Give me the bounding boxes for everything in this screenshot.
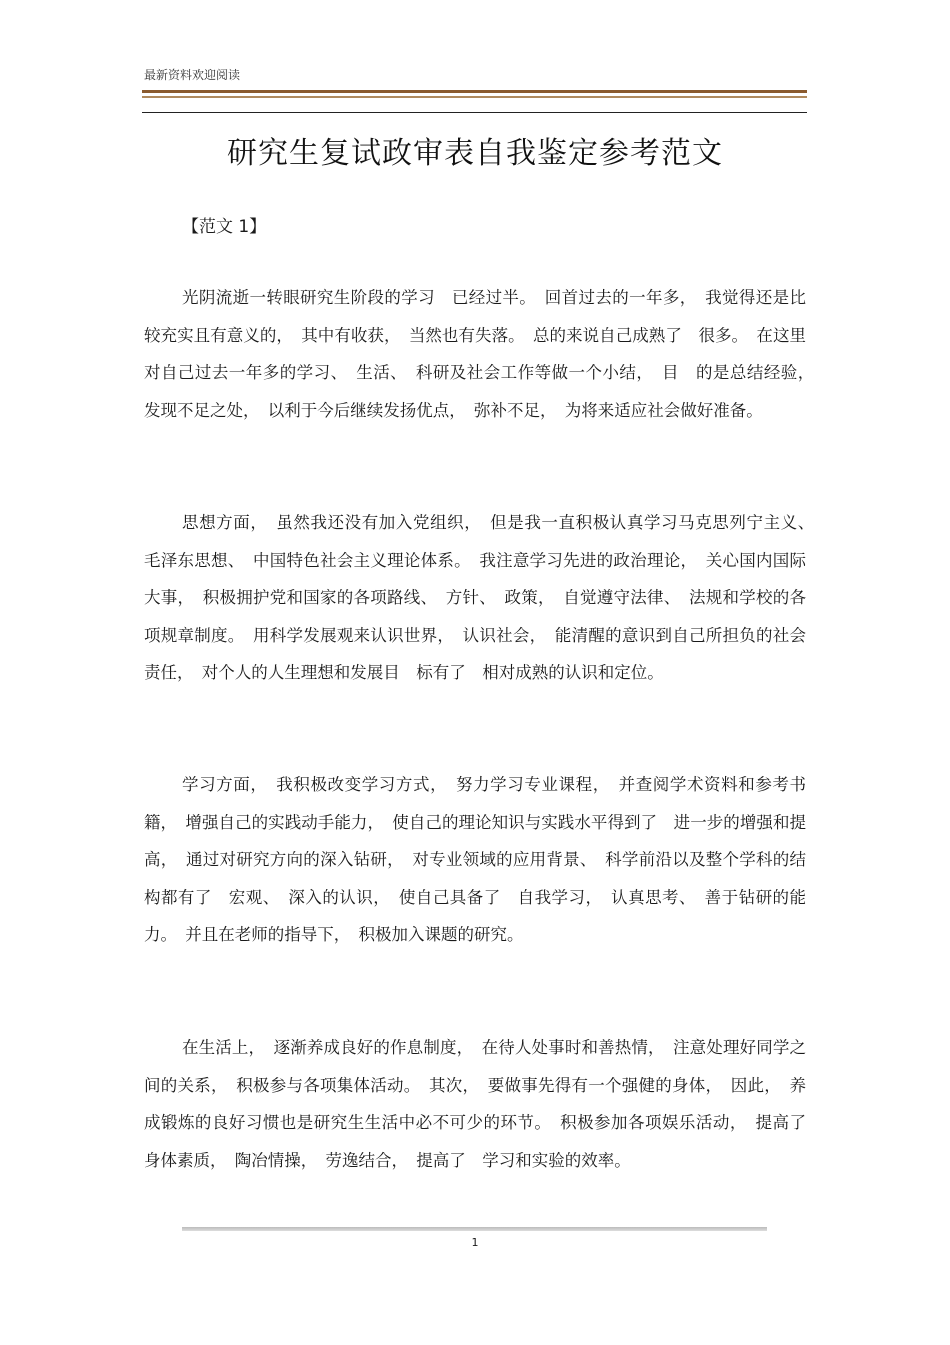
page-number: 1 bbox=[471, 1236, 479, 1249]
header-rule-thick bbox=[142, 90, 807, 93]
footer-rule bbox=[182, 1227, 767, 1231]
paragraph-life: 在生活上， 逐渐养成良好的作息制度， 在待人处事时和善热情， 注意处理好同学之间的关系， 积极参与各项集体活动。 其次， 要做事先得有一个强健的身体， 因此， 养成锻炼的良好习惯也是研究生生活中必不可少的环节。 积极参加各项娱乐活动， 提高了 身体素质， 陶冶情操， 劳逸结合， 提高了 学习和实验的效率。 bbox=[144, 1038, 823, 1170]
paragraph-study: 学习方面， 我积极改变学习方式， 努力学习专业课程， 并查阅学术资料和参考书籍， 增强自己的实践动手能力， 使自己的理论知识与实践水平得到了 进一步的增强和提高， 通过对研究方向的深入钻研， 对专业领域的应用背景、 科学前沿以及整个学科的结构都有了 宏观、 深入的认识， 使自己具备了 自我学习， 认真思考、 善于钻研的能力。 并且在老师的指导下， 积极加入课题的研究。 bbox=[144, 775, 806, 945]
paragraph-intro: 光阴流逝一转眼研究生阶段的学习 已经过半。 回首过去的一年多， 我觉得还是比较充实且有意义的， 其中有收获， 当然也有失落。 总的来说自己成熟了 很多。 在这里对自己过去一年多的学习、 生活、 科研及社会工作等做一个小结， 目 的是总结经验， 发现不足之处， 以利于今后继续发扬优点， 弥补不足， 为将来适应社会做好准备。 bbox=[144, 288, 823, 420]
header-rule-black bbox=[142, 112, 807, 113]
header-text: 最新资料欢迎阅读 bbox=[144, 68, 241, 82]
section-label: 【范文 1】 bbox=[182, 217, 267, 237]
document-title: 研究生复试政审表自我鉴定参考范文 bbox=[227, 136, 723, 171]
header-rule-thin bbox=[142, 96, 807, 98]
paragraph-ideology: 思想方面， 虽然我还没有加入党组织， 但是我一直积极认真学习马克思列宁主义、 毛泽东思想、 中国特色社会主义理论体系。 我注意学习先进的政治理论， 关心国内国际大事， 积极拥护党和国家的各项路线、 方针、 政策， 自觉遵守法律、 法规和学校的各项规章制度。 用科学发展观来认识世界， 认识社会， 能清醒的意识到自己所担负的社会责任， 对个人的人生理想和发展目 标有了 相对成熟的认识和定位。 bbox=[144, 513, 823, 683]
